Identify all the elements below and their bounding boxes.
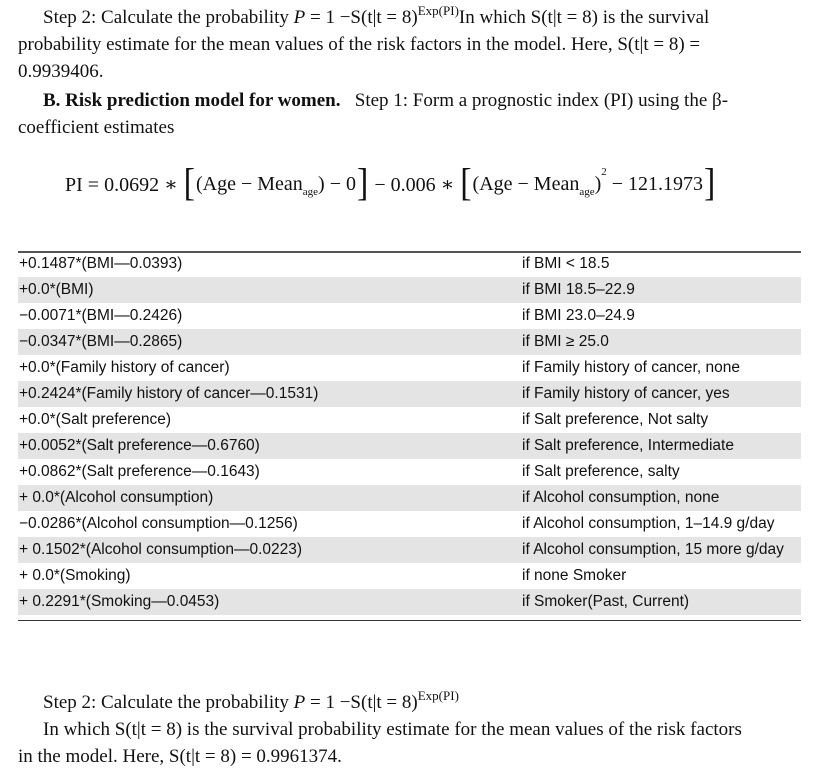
left-bracket: [	[183, 162, 195, 205]
term-cell: +0.2424*(Family history of cancer—0.1531)	[19, 385, 319, 402]
term-cell: +0.0*(Salt preference)	[19, 411, 172, 428]
table-row	[18, 355, 801, 381]
step2-line2: In which S(t|t = 8) is the survival probability estimate for the mean values of the risk factors	[43, 719, 742, 740]
condition-cell: if Salt preference, Not salty	[522, 411, 709, 428]
term-cell: + 0.0*(Alcohol consumption)	[19, 489, 214, 506]
condition-cell: if BMI ≥ 25.0	[522, 333, 609, 350]
term-cell: −0.0286*(Alcohol consumption—0.1256)	[19, 515, 298, 532]
term-cell: −0.0347*(BMI—0.2865)	[19, 333, 183, 350]
women-section	[18, 87, 818, 141]
term-cell: −0.0071*(BMI—0.2426)	[19, 307, 183, 324]
step2-line2: probability estimate for the mean values of the risk factors in the model. Here, S(t|t = 8) =	[18, 34, 701, 55]
condition-cell: if Family history of cancer, none	[522, 359, 740, 376]
table-row	[18, 277, 801, 303]
step1-text-cont: coefficient estimates	[18, 117, 175, 138]
table-row	[18, 303, 801, 329]
term-cell: +0.0*(BMI)	[19, 281, 94, 298]
table-row	[18, 251, 801, 277]
step2-line1: Step 2: Calculate the probability P = 1 −S(t|t = 8)$^{Exp(PI)}$	[43, 687, 459, 713]
condition-cell: if BMI < 18.5	[522, 255, 610, 272]
left-bracket-2: [	[460, 162, 472, 205]
condition-cell: if Family history of cancer, yes	[522, 385, 730, 402]
step2-paragraph-women	[18, 689, 818, 770]
step2-line3: in the model. Here, S(t|t = 8) = 0.9961374.	[18, 746, 342, 767]
condition-cell: if Salt preference, salty	[522, 463, 680, 480]
condition-cell: if Smoker(Past, Current)	[522, 593, 690, 610]
pi-formula: PI = 0.0692 ∗ [ (Age − Mean age ) − 0 ] − 0.006 ∗ [ (Age − Mean age ) 2 − 121.1973 ]	[65, 162, 716, 205]
term-cell: + 0.2291*(Smoking—0.0453)	[19, 593, 220, 610]
table-bottom-rule	[18, 620, 801, 621]
table-row	[18, 381, 801, 407]
term-cell: + 0.1502*(Alcohol consumption—0.0223)	[19, 541, 303, 558]
section-heading: B. Risk prediction model for women.	[43, 90, 341, 111]
table-row	[18, 407, 801, 433]
condition-cell: if BMI 23.0–24.9	[522, 307, 635, 324]
condition-cell: if Alcohol consumption, none	[522, 489, 720, 506]
step2-line3: 0.9939406.	[18, 61, 104, 82]
term-cell: +0.0052*(Salt preference—0.6760)	[19, 437, 260, 454]
table-row	[18, 459, 801, 485]
table-row	[18, 329, 801, 355]
condition-cell: if BMI 18.5–22.9	[522, 281, 635, 298]
table-row	[18, 485, 801, 511]
right-bracket-2: ]	[704, 162, 716, 205]
condition-cell: if Salt preference, Intermediate	[522, 437, 734, 454]
term-cell: +0.0862*(Salt preference—0.1643)	[19, 463, 260, 480]
term-cell: + 0.0*(Smoking)	[19, 567, 131, 584]
step1-text: Step 1: Form a prognostic index (PI) using the β-	[354, 90, 729, 111]
table-row	[18, 563, 801, 589]
table-row	[18, 589, 801, 615]
step2-line1: Step 2: Calculate the probability P = 1 −S(t|t = 8)$^{Exp(PI)}$In which S(t|t = 8) is the survival	[43, 2, 710, 28]
term-cell: +0.0*(Family history of cancer)	[19, 359, 230, 376]
table-row	[18, 511, 801, 537]
coefficient-table	[18, 251, 801, 615]
condition-cell: if Alcohol consumption, 15 more g/day	[522, 541, 784, 558]
table-row	[18, 537, 801, 563]
table-row	[18, 433, 801, 459]
right-bracket: ]	[357, 162, 369, 205]
condition-cell: if none Smoker	[522, 567, 627, 584]
step2-paragraph-men	[18, 4, 818, 85]
condition-cell: if Alcohol consumption, 1–14.9 g/day	[522, 515, 775, 532]
term-cell: +0.1487*(BMI—0.0393)	[19, 255, 183, 272]
